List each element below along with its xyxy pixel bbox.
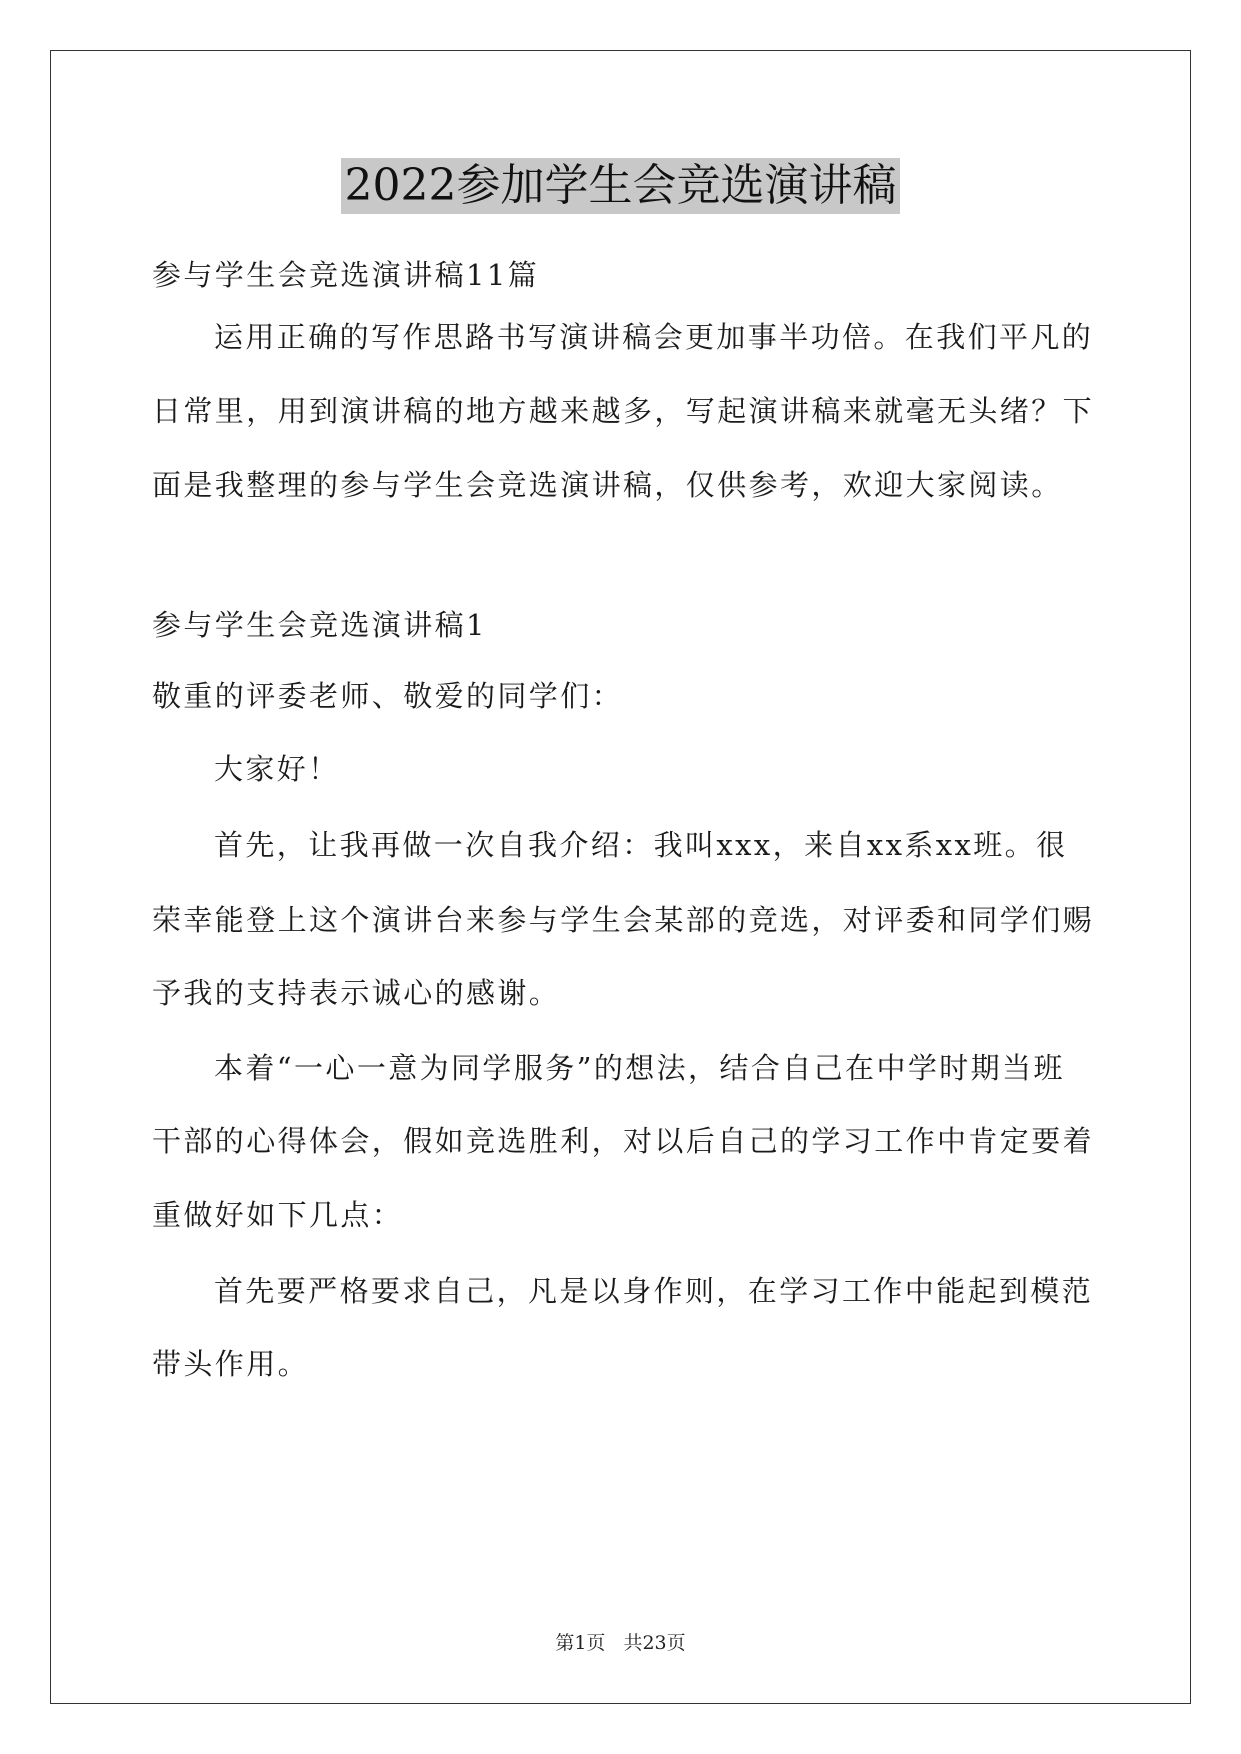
intro-line-3: 面是我整理的参与学生会竞选演讲稿，仅供参考，欢迎大家阅读。 xyxy=(152,468,1063,502)
document-title: 2022参加学生会竞选演讲稿 xyxy=(341,158,901,214)
para1-line-3: 予我的支持表示诚心的感谢。 xyxy=(152,976,561,1010)
para2-line-3: 重做好如下几点： xyxy=(152,1198,404,1232)
para1-line-1: 首先，让我再做一次自我介绍：我叫xxx，来自xx系xx班。很 xyxy=(214,828,1068,862)
page-footer xyxy=(0,1628,1241,1655)
para1-line-2: 荣幸能登上这个演讲台来参与学生会某部的竞选，对评委和同学们赐 xyxy=(152,903,1095,937)
para2-line-1: 本着“一心一意为同学服务”的想法，结合自己在中学时期当班 xyxy=(214,1051,1065,1085)
para3-line-2: 带头作用。 xyxy=(152,1347,310,1381)
title-container xyxy=(0,158,1241,214)
para2-line-2: 干部的心得体会，假如竞选胜利，对以后自己的学习工作中肯定要着 xyxy=(152,1124,1095,1158)
greeting: 大家好！ xyxy=(214,752,340,786)
salutation: 敬重的评委老师、敬爱的同学们： xyxy=(152,679,624,713)
page-frame xyxy=(50,50,1191,1704)
page-total: 共23页 xyxy=(623,1632,686,1654)
intro-line-2: 日常里，用到演讲稿的地方越来越多，写起演讲稿来就毫无头绪？下 xyxy=(152,394,1095,428)
intro-line-1: 运用正确的写作思路书写演讲稿会更加事半功倍。在我们平凡的 xyxy=(214,320,1094,354)
document-subtitle: 参与学生会竞选演讲稿11篇 xyxy=(152,258,540,292)
section-heading: 参与学生会竞选演讲稿1 xyxy=(152,608,487,642)
page-number: 第1页 xyxy=(555,1632,606,1654)
para3-line-1: 首先要严格要求自己，凡是以身作则，在学习工作中能起到模范 xyxy=(214,1274,1094,1308)
